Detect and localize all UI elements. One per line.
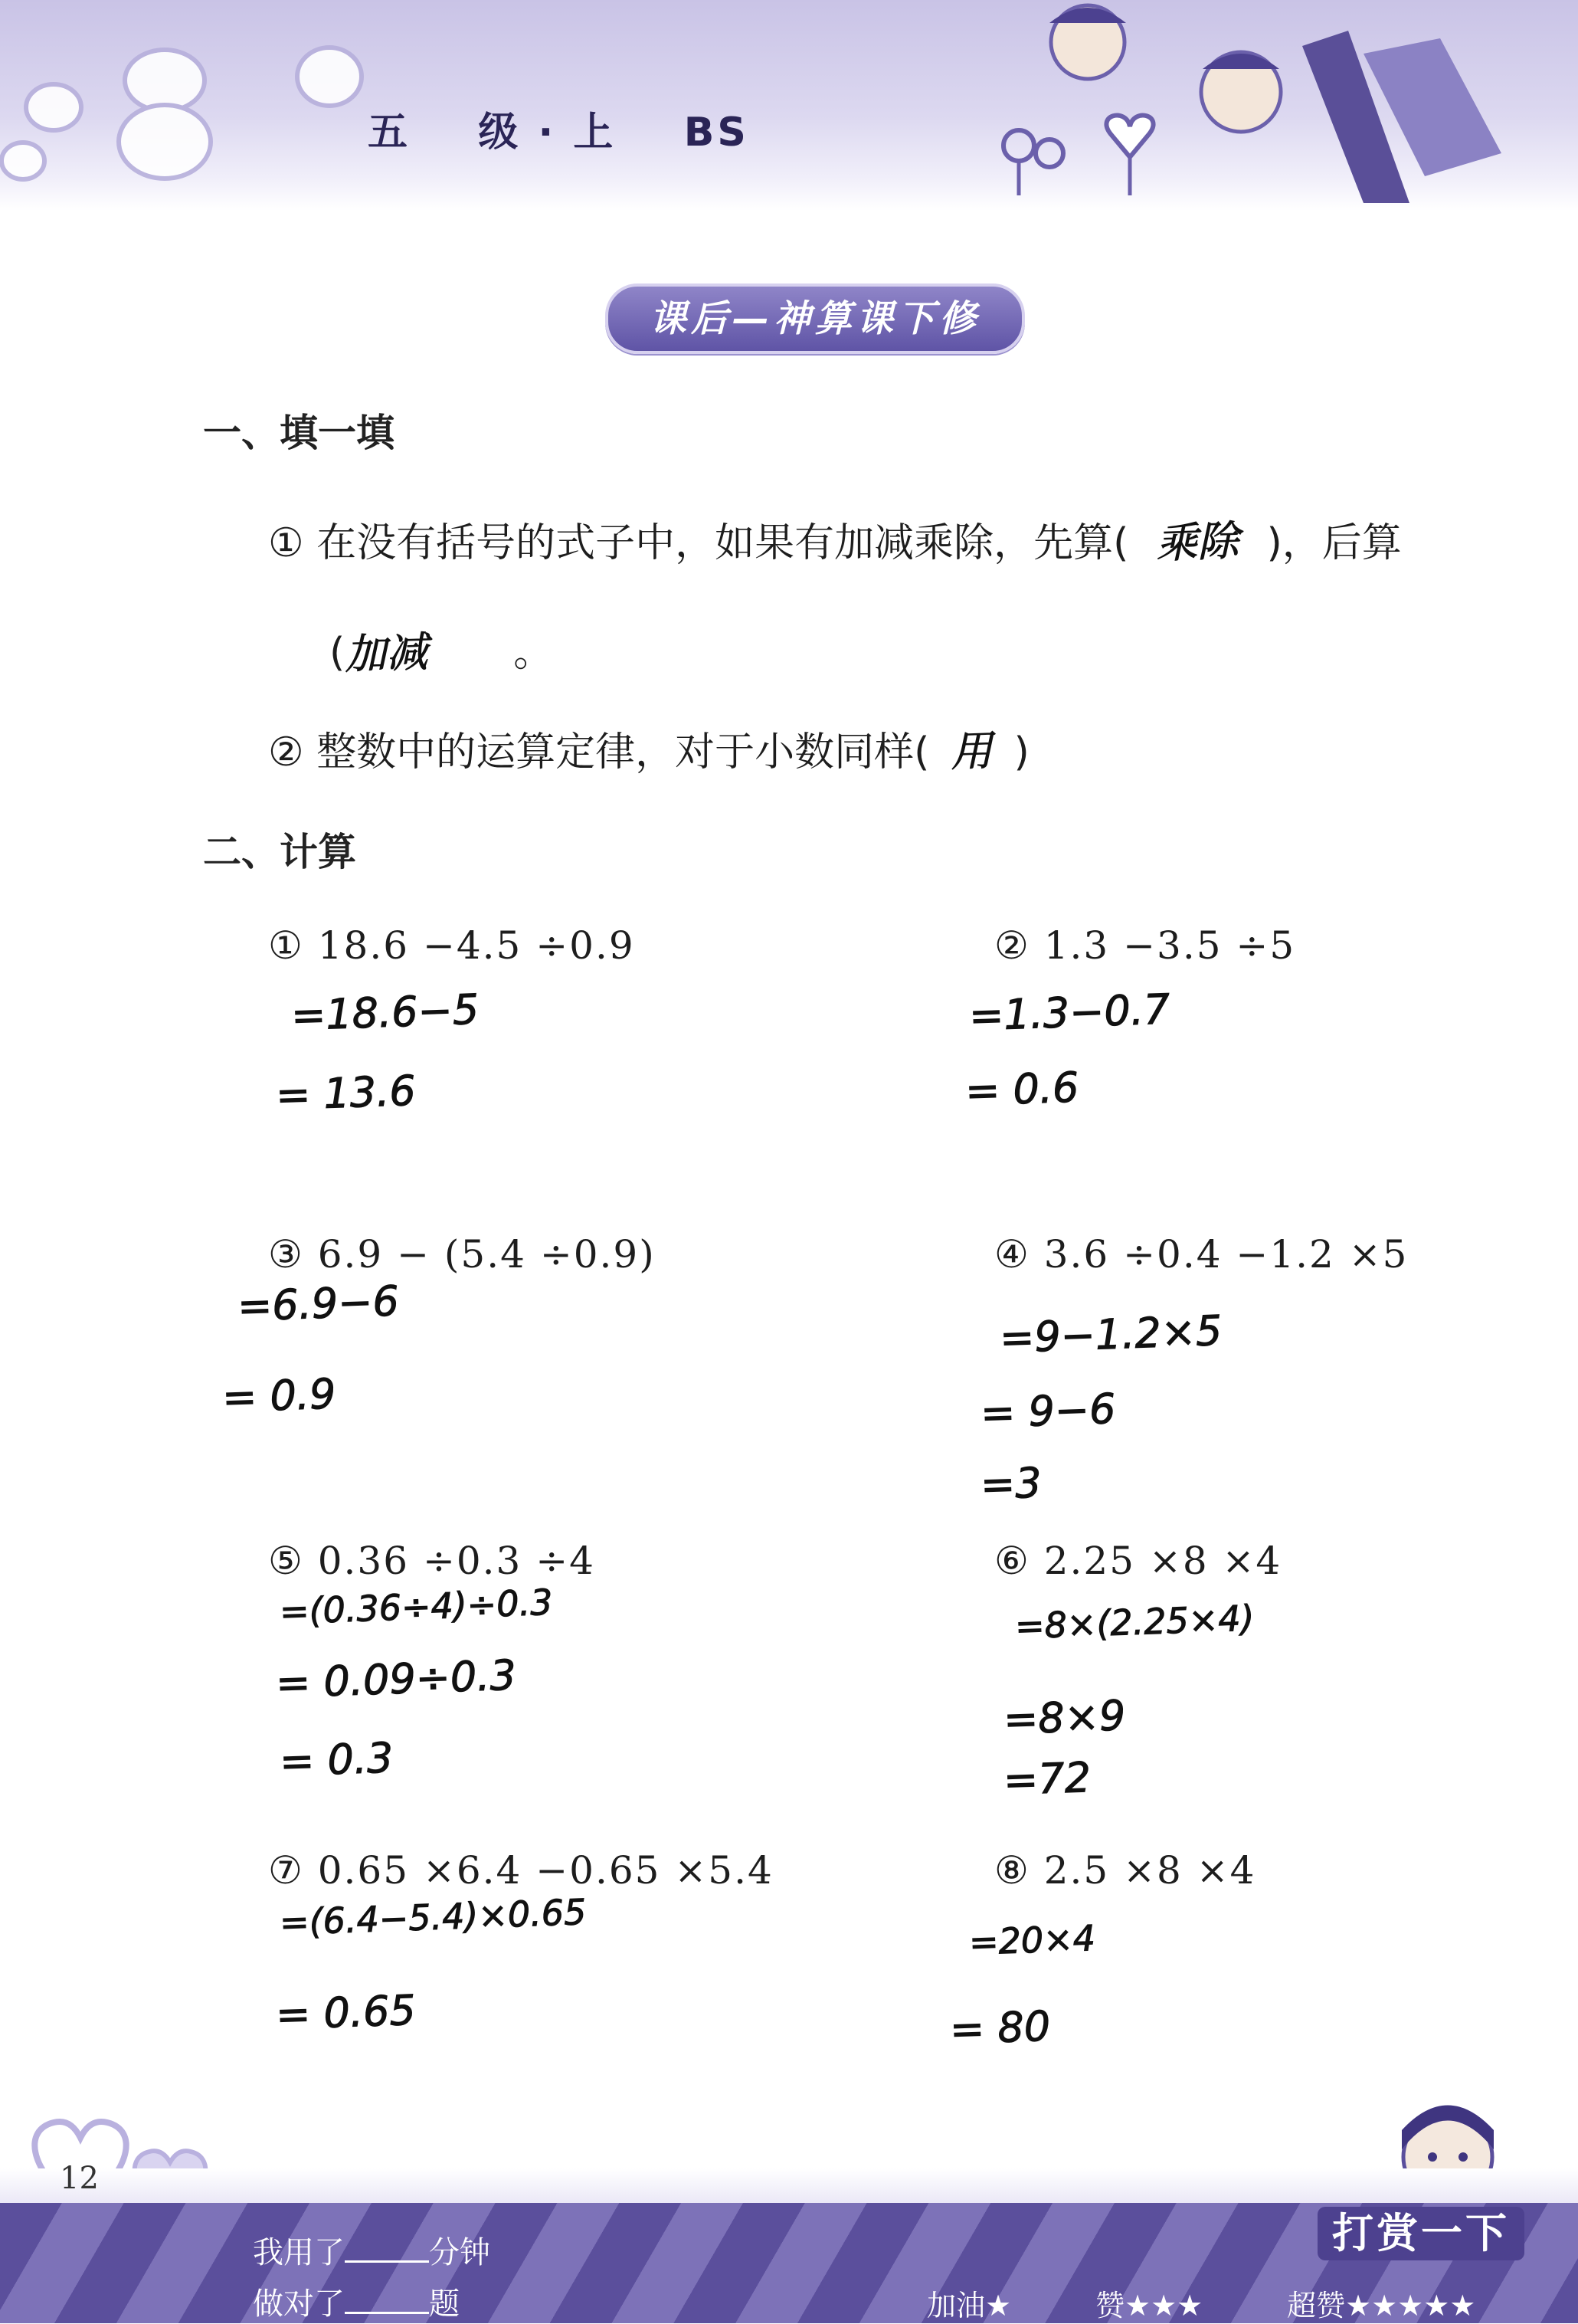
footer-fade (0, 2168, 1578, 2207)
section1-title: 一、填一填 (203, 411, 394, 455)
problem-3-work-1: =6.9−6 (236, 1277, 400, 1331)
correct-count-line (253, 2280, 460, 2323)
reward-label: 打赏一下 (1318, 2207, 1524, 2260)
problem-4-work-3: =3 (979, 1458, 1043, 1509)
problem-8-work-1: =20×4 (968, 1917, 1096, 1963)
problem-5-work-2: = 0.09÷0.3 (274, 1650, 517, 1708)
correct-count-blank[interactable] (345, 2284, 429, 2314)
problem-7: ⑦ 0.65 ×6.4 −0.65 ×5.4 (268, 1848, 774, 1893)
rating-chaozan[interactable]: 超赞★★★★★ (1287, 2289, 1476, 2322)
time-used-blank[interactable] (345, 2233, 429, 2263)
question2-suffix: ) (1013, 729, 1030, 775)
problem-1-work-1: =18.6−5 (290, 985, 480, 1041)
problem-4-work-1: =9−1.2×5 (998, 1306, 1223, 1363)
section2-title: 二、计算 (203, 830, 356, 874)
correct-count-suffix: 题 (429, 2286, 460, 2322)
question1-line1 (268, 510, 1402, 569)
problem-8-work-2: = 80 (948, 2001, 1052, 2054)
correct-count-prefix: 做对了 (253, 2286, 345, 2322)
page-number: 12 (60, 2161, 99, 2196)
problem-8: ⑧ 2.5 ×8 ×4 (994, 1848, 1256, 1893)
question2-prefix: ② 整数中的运算定律，对于小数同样( (268, 729, 930, 775)
problem-6-work-2: =8×9 (1002, 1691, 1127, 1744)
time-used-suffix: 分钟 (429, 2235, 490, 2270)
time-used-line (253, 2228, 490, 2272)
question1-suffix: )，后算 (1266, 520, 1402, 566)
rating-zan[interactable]: 赞★★★ (1095, 2289, 1203, 2322)
problem-6-work-3: =72 (1002, 1753, 1092, 1804)
problem-2-work-2: = 0.6 (964, 1063, 1080, 1116)
kids-illustration (935, 0, 1578, 211)
question2 (268, 719, 1030, 778)
problem-1-work-2: = 13.6 (274, 1066, 417, 1120)
question1-line2 (329, 619, 553, 678)
answer-q2: 用 (950, 726, 994, 776)
problem-6-work-1: =8×(2.25×4) (1014, 1597, 1256, 1647)
answer-q1-first: 乘除 (1155, 516, 1240, 568)
problem-2: ② 1.3 −3.5 ÷5 (994, 923, 1296, 968)
decorative-digits (0, 0, 398, 207)
problem-7-work-1: =(6.4−5.4)×0.65 (279, 1891, 588, 1943)
problem-4: ④ 3.6 ÷0.4 −1.2 ×5 (994, 1232, 1409, 1277)
question1-prefix: ① 在没有括号的式子中，如果有加减乘除，先算( (268, 520, 1129, 566)
question1-line2-close: 。 (513, 630, 554, 676)
problem-3: ③ 6.9 − (5.4 ÷0.9) (268, 1232, 656, 1277)
grade-label: 五 级 · 上 BS (368, 110, 749, 156)
problem-2-work-1: =1.3−0.7 (967, 985, 1171, 1041)
problem-5-work-3: = 0.3 (278, 1733, 394, 1786)
problem-5: ⑤ 0.36 ÷0.3 ÷4 (268, 1539, 595, 1583)
problem-7-work-2: = 0.65 (274, 1985, 417, 2040)
question1-line2-open: ( (329, 630, 345, 676)
problem-3-work-2: = 0.9 (221, 1369, 337, 1422)
problem-4-work-2: = 9−6 (979, 1384, 1117, 1438)
time-used-prefix: 我用了 (253, 2235, 345, 2270)
problem-6: ⑥ 2.25 ×8 ×4 (994, 1539, 1282, 1583)
section-banner: 课后—神算课下修 (605, 284, 1025, 354)
answer-q1-second: 加减 (344, 628, 429, 679)
rating-jiayou[interactable]: 加油★ (927, 2289, 1012, 2322)
problem-5-work-1: =(0.36÷4)÷0.3 (279, 1581, 554, 1633)
problem-1: ① 18.6 −4.5 ÷0.9 (268, 923, 635, 968)
